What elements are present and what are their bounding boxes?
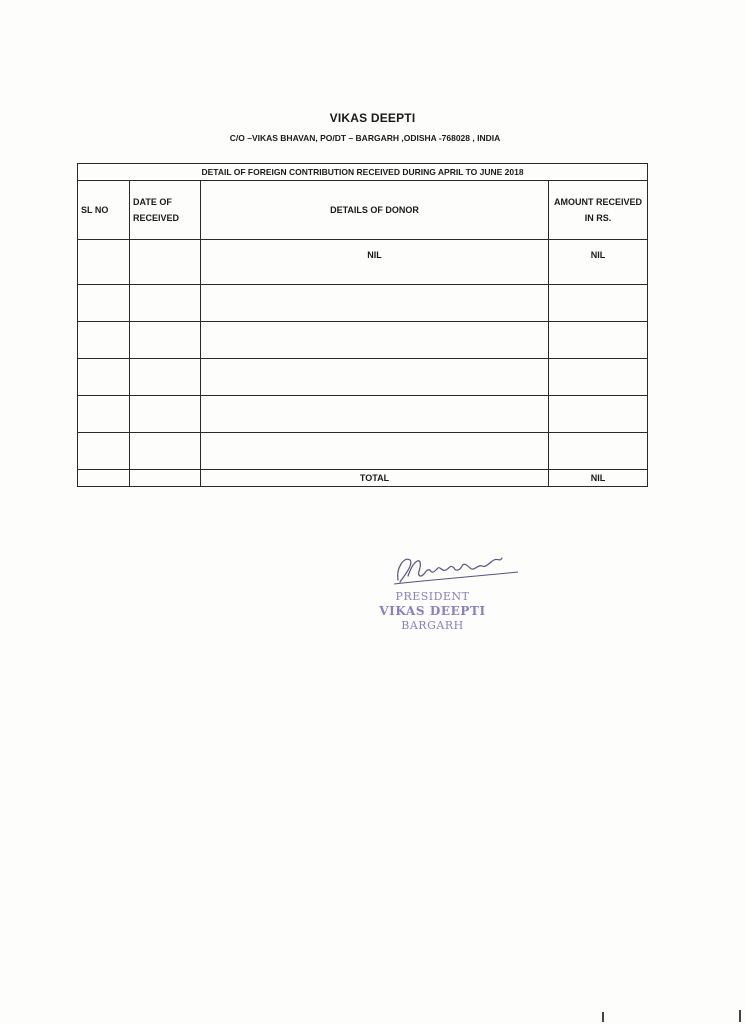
organization-address: C/O –VIKAS BHAVAN, PO/DT – BARGARH ,ODISHA -768028 , INDIA xyxy=(229,133,501,143)
cell-empty xyxy=(130,470,201,487)
cell-empty xyxy=(549,396,648,433)
scan-mark xyxy=(602,1012,604,1022)
cell-empty xyxy=(549,322,648,359)
table-row xyxy=(78,240,648,285)
column-header-sl-no: SL NO xyxy=(78,181,130,240)
cell-empty xyxy=(201,322,549,359)
cell-empty xyxy=(78,470,130,487)
total-label: TOTAL xyxy=(201,470,549,487)
column-header-amount: AMOUNT RECEIVED IN RS. xyxy=(549,181,648,240)
table-caption-row xyxy=(78,164,648,181)
cell-empty xyxy=(201,396,549,433)
cell-empty xyxy=(130,285,201,322)
cell-empty xyxy=(549,359,648,396)
table-row xyxy=(78,359,648,396)
cell-empty xyxy=(549,285,648,322)
cell-empty xyxy=(78,396,130,433)
stamp-title: PRESIDENT xyxy=(395,590,470,603)
cell-date xyxy=(130,240,201,285)
table-row xyxy=(78,433,648,470)
foreign-contribution-table xyxy=(77,163,648,487)
organization-name: VIKAS DEEPTI xyxy=(329,111,416,125)
president-signature xyxy=(390,550,520,590)
cell-empty xyxy=(78,285,130,322)
cell-empty xyxy=(78,359,130,396)
total-amount: NIL xyxy=(549,470,648,487)
table-total-row xyxy=(78,470,648,487)
president-stamp xyxy=(360,590,505,632)
cell-sl-no xyxy=(78,240,130,285)
table-caption: DETAIL OF FOREIGN CONTRIBUTION RECEIVED DURING APRIL TO JUNE 2018 xyxy=(78,164,648,181)
table-row xyxy=(78,322,648,359)
cell-empty xyxy=(549,433,648,470)
cell-empty xyxy=(78,433,130,470)
cell-empty xyxy=(201,433,549,470)
stamp-organization: VIKAS DEEPTI xyxy=(379,604,486,618)
cell-empty xyxy=(130,359,201,396)
cell-empty xyxy=(130,433,201,470)
table-row xyxy=(78,285,648,322)
cell-empty xyxy=(130,322,201,359)
cell-empty xyxy=(130,396,201,433)
table-header-row xyxy=(78,181,648,240)
cell-donor: NIL xyxy=(201,240,549,285)
column-header-donor: DETAILS OF DONOR xyxy=(201,181,549,240)
table-row xyxy=(78,396,648,433)
cell-amount: NIL xyxy=(549,240,648,285)
scan-mark xyxy=(739,1010,741,1022)
column-header-date: DATE OF RECEIVED xyxy=(130,181,201,240)
cell-empty xyxy=(201,359,549,396)
cell-empty xyxy=(201,285,549,322)
stamp-location: BARGARH xyxy=(401,619,464,632)
cell-empty xyxy=(78,322,130,359)
